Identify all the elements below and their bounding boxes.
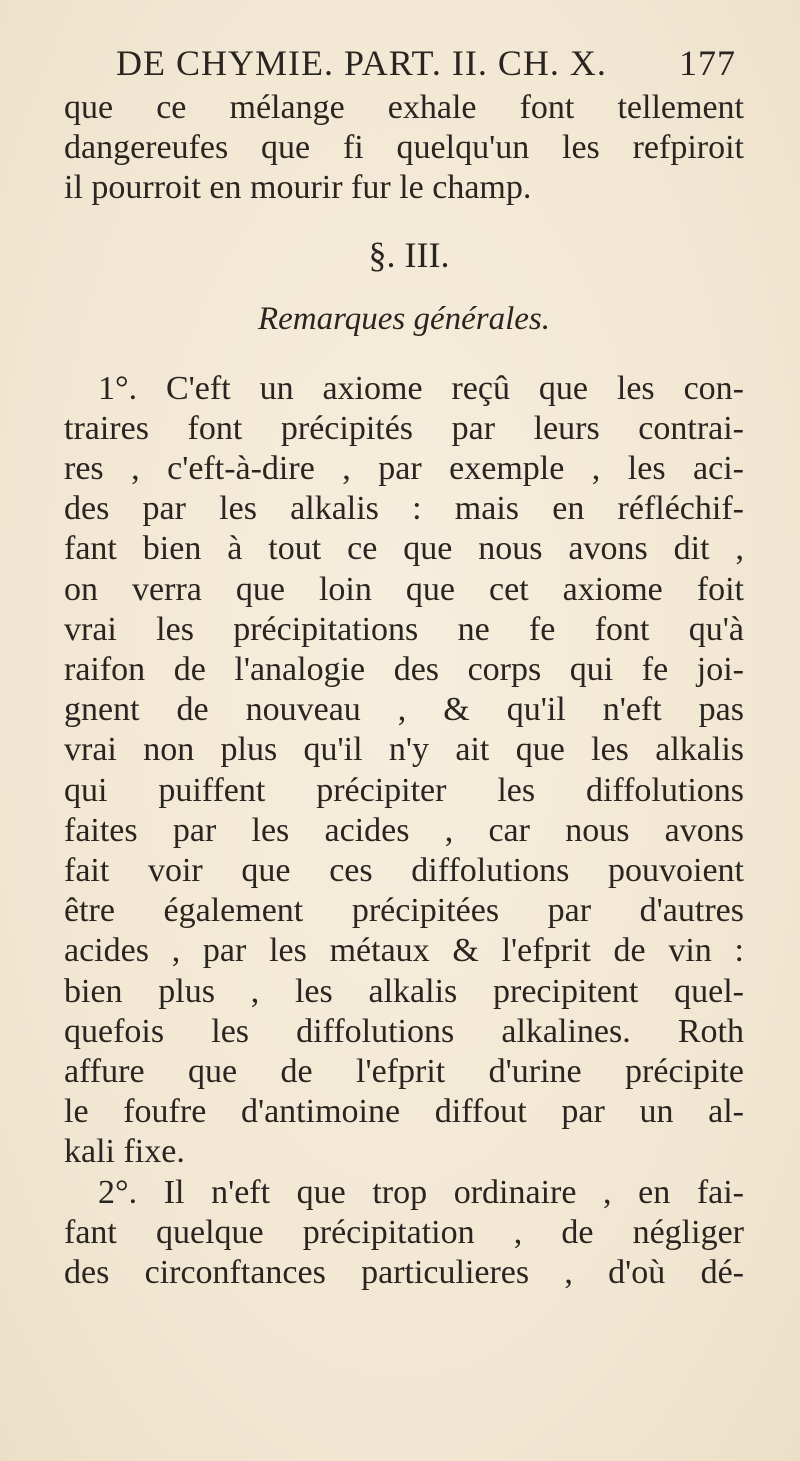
text-line: vrai non plus qu'il n'y ait que les alkalis bbox=[64, 731, 744, 769]
paragraph-intro bbox=[64, 88, 744, 209]
text-line: affure que de l'efprit d'urine précipite bbox=[64, 1053, 744, 1091]
text-line: kali fixe. bbox=[64, 1133, 185, 1171]
text-line: 2°. Il n'eft que trop ordinaire , en fai- bbox=[98, 1173, 744, 1211]
text-line: des circonftances particulieres , d'où dé- bbox=[64, 1254, 744, 1292]
text-line: fait voir que ces diffolutions pouvoient bbox=[64, 852, 744, 890]
text-line: gnent de nouveau , & qu'il n'eft pas bbox=[64, 691, 744, 729]
text-line: fant bien à tout ce que nous avons dit , bbox=[64, 530, 744, 568]
text-line: raifon de l'analogie des corps qui fe joi- bbox=[64, 651, 744, 689]
text-line: faites par les acides , car nous avons bbox=[64, 811, 744, 849]
text-line: 1°. C'eft un axiome reçû que les con- bbox=[98, 369, 744, 407]
text-line: traires font précipités par leurs contrai- bbox=[64, 409, 744, 447]
text-line: que ce mélange exhale font tellement bbox=[64, 89, 744, 126]
paragraph-body bbox=[64, 369, 744, 1294]
running-header bbox=[64, 40, 744, 86]
text-line: bien plus , les alkalis precipitent quel- bbox=[64, 972, 744, 1010]
text-line: le foufre d'antimoine diffout par un al- bbox=[64, 1093, 744, 1131]
text-line: res , c'eft-à-dire , par exemple , les aci- bbox=[64, 450, 744, 488]
text-line: fant quelque précipitation , de négliger bbox=[64, 1213, 744, 1251]
text-line: quefois les diffolutions alkalines. Roth bbox=[64, 1012, 744, 1050]
text-line: être également précipitées par d'autres bbox=[64, 892, 744, 930]
text-line: dangereufes que fi quelqu'un les refpiroit bbox=[64, 129, 744, 167]
text-line: on verra que loin que cet axiome foit bbox=[64, 570, 744, 608]
text-line: il pourroit en mourir fur le champ. bbox=[64, 169, 532, 207]
running-title: DE CHYMIE. PART. II. CH. X. bbox=[116, 43, 607, 83]
section-title: Remarques générales. bbox=[257, 300, 551, 337]
text-line: acides , par les métaux & l'efprit de vin : bbox=[64, 932, 744, 970]
text-line: des par les alkalis : mais en réfléchif- bbox=[64, 490, 744, 528]
page-number: 177 bbox=[679, 43, 736, 83]
section-number: §. III. bbox=[368, 234, 450, 275]
text-line: qui puiffent précipiter les diffolutions bbox=[64, 771, 744, 809]
text-line: vrai les précipitations ne fe font qu'à bbox=[64, 610, 744, 648]
